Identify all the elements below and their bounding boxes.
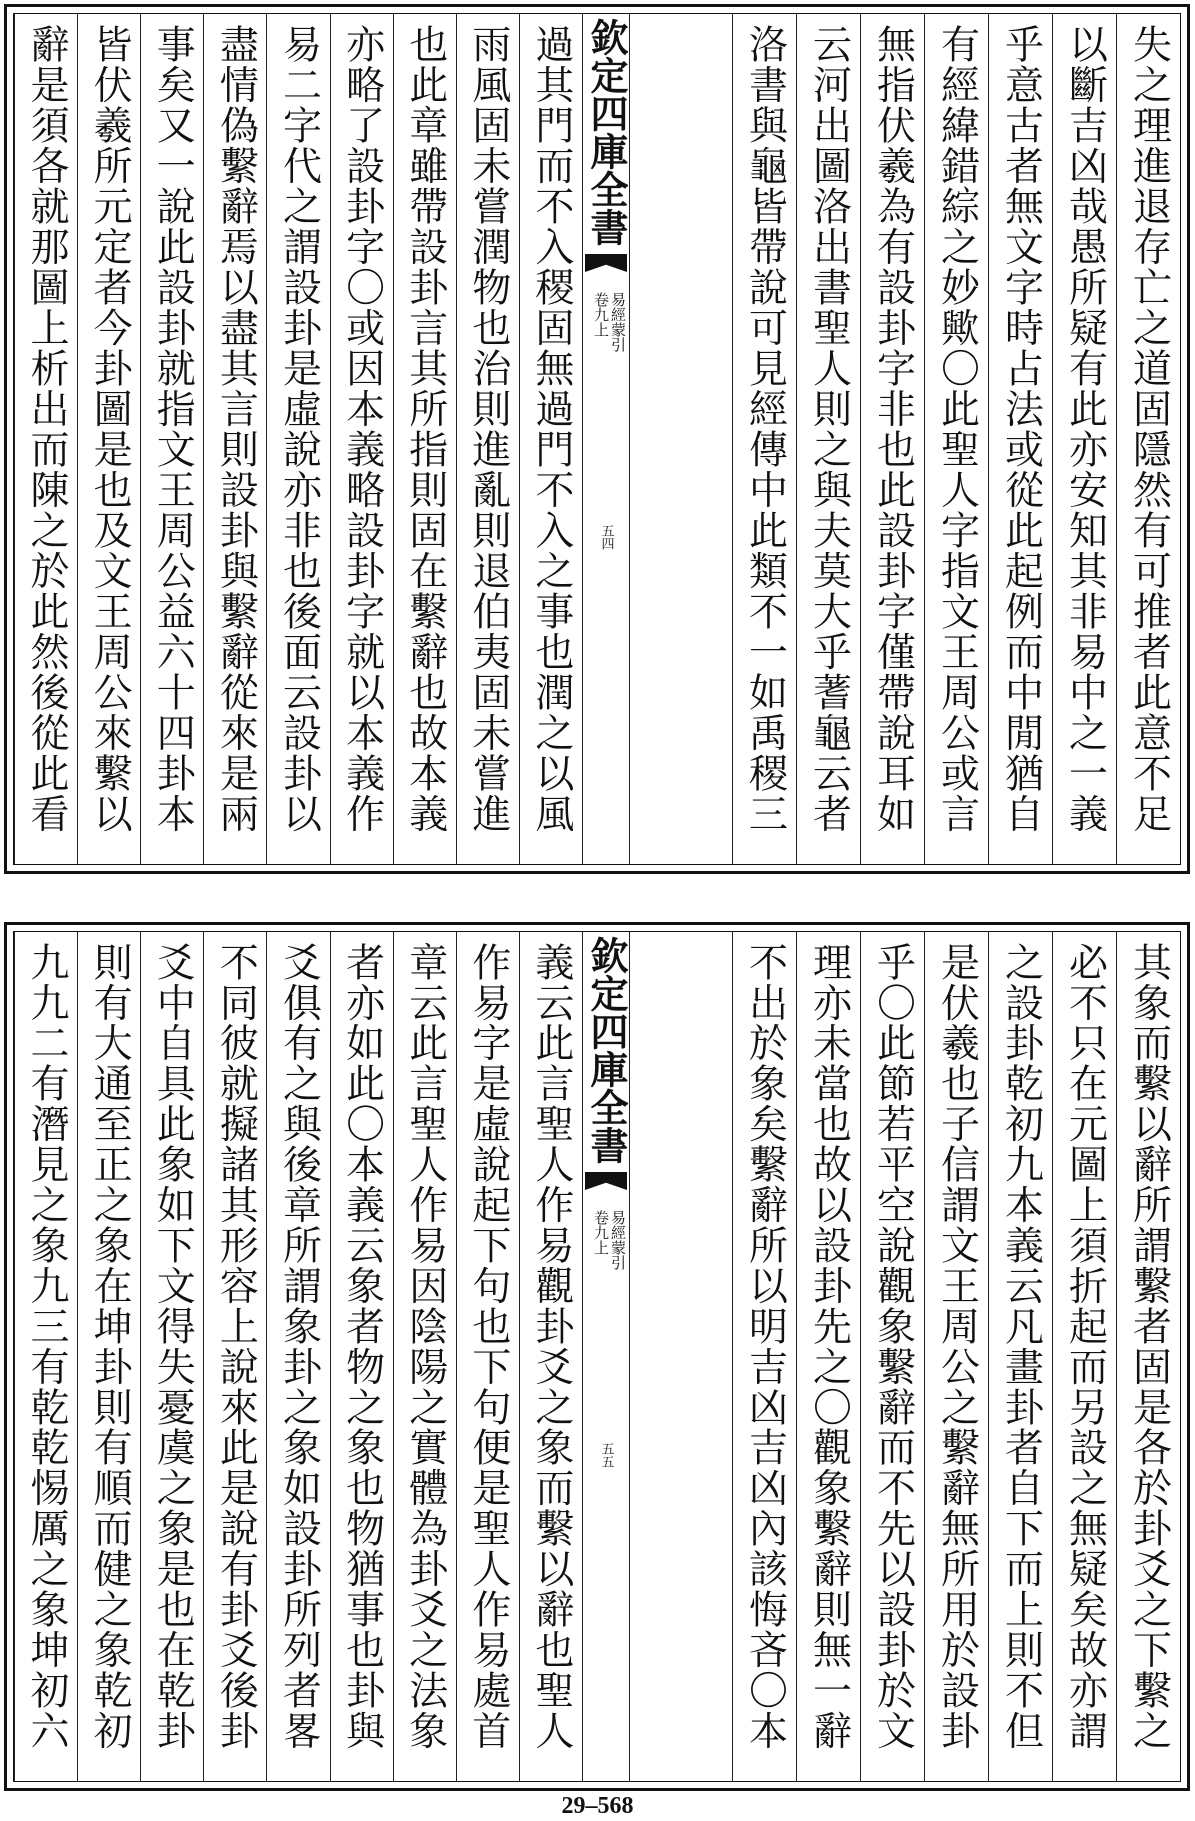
center-book-title: 易經蒙引: [609, 292, 627, 352]
column-text: 理亦未當也故以設卦先之〇觀象繫辭則無一辭: [806, 942, 852, 1751]
column-text: 者亦如此〇本義云象者物之象也物猶事也卦與: [339, 942, 385, 1751]
text-column: [140, 932, 203, 1781]
column-text: 其象而繫以辭所謂繫者固是各於卦爻之下繫之: [1126, 942, 1172, 1751]
center-title: 欽定四庫全書: [584, 18, 629, 246]
column-text: 則有大通至正之象在坤卦則有順而健之象乾初: [87, 942, 133, 1751]
text-column: [203, 932, 266, 1781]
fishtail-mark-icon: [585, 254, 627, 272]
column-text: 作易字是虛說起下句也下句便是聖人作易處首: [465, 942, 511, 1751]
column-text: 之設卦乾初九本義云凡畫卦者自下而上則不但: [998, 942, 1044, 1751]
text-column: [393, 932, 456, 1781]
column-text: 義云此言聖人作易觀卦爻之象而繫以辭也聖人: [528, 942, 574, 1751]
text-column: [1052, 14, 1116, 864]
text-column: [519, 14, 582, 864]
column-text: 不出於象矣繫辭所以明吉凶吉凶內該悔吝〇本: [742, 942, 788, 1751]
text-column: [924, 932, 988, 1781]
column-text: 是伏羲也子信謂文王周公之繫辭無所用於設卦: [934, 942, 980, 1751]
text-column: [796, 932, 860, 1781]
top-page-center-strip: [582, 14, 630, 864]
bottom-page-frame: [13, 931, 1181, 1782]
column-text: 乎〇此節若平空說觀象繫辭而不先以設卦於文: [870, 942, 916, 1751]
column-text: 不同彼就擬諸其形容上說來此是說有卦爻後卦: [213, 942, 259, 1751]
column-text: 爻俱有之與後章所謂象卦之象如設卦所列者畧: [276, 942, 322, 1751]
text-column: [860, 932, 924, 1781]
top-page: [4, 4, 1190, 874]
text-column: [77, 14, 140, 864]
column-text: 失之理進退存亡之道固隱然有可推者此意不足: [1126, 24, 1172, 834]
column-text: 章云此言聖人作易因陰陽之實體為卦爻之法象: [402, 942, 448, 1751]
column-text: 乎意古者無文字時占法或從此起例而中閒猶自: [998, 24, 1044, 834]
text-column: [203, 14, 266, 864]
text-column: [860, 14, 924, 864]
text-column: [14, 14, 77, 864]
text-column: [924, 14, 988, 864]
text-column: [456, 932, 519, 1781]
text-column: [1116, 932, 1180, 1781]
column-text: 也此章雖帶設卦言其所指則固在繫辭也故本義: [402, 24, 448, 834]
column-text: 雨風固未嘗潤物也治則進亂則退伯夷固未嘗進: [465, 24, 511, 834]
text-column: [330, 14, 393, 864]
text-column: [732, 932, 796, 1781]
bottom-page-center-strip: [582, 932, 630, 1781]
text-column: [330, 932, 393, 1781]
text-column: [796, 14, 860, 864]
column-text: 爻中自具此象如下文得失憂虞之象是也在乾卦: [150, 942, 196, 1751]
column-text: 亦略了設卦字〇或因本義略設卦字就以本義作: [339, 24, 385, 834]
fishtail-mark-icon: [585, 1172, 627, 1190]
column-text: 盡情偽繫辭焉以盡其言則設卦與繫辭從來是兩: [213, 24, 259, 834]
text-column: [456, 14, 519, 864]
column-text: 過其門而不入稷固無過門不入之事也潤之以風: [528, 24, 574, 834]
column-text: 洛書與龜皆帶說可見經傳中此類不一如禹稷三: [742, 24, 788, 834]
column-text: 云河出圖洛出書聖人則之與夫莫大乎蓍龜云者: [806, 24, 852, 834]
text-column: [14, 932, 77, 1781]
column-text: 九九二有潛見之象九三有乾乾惕厲之象坤初六: [24, 942, 70, 1751]
center-page-number: 五五: [598, 1442, 614, 1468]
bottom-page: [4, 922, 1190, 1791]
center-page-number: 五四: [598, 524, 614, 550]
center-volume: 卷九上: [592, 1210, 610, 1255]
text-column: [1116, 14, 1180, 864]
column-text: 必不只在元圖上須折起而另設之無疑矣故亦謂: [1062, 942, 1108, 1751]
column-text: 皆伏羲所元定者今卦圖是也及文王周公來繫以: [87, 24, 133, 834]
center-volume: 卷九上: [592, 292, 610, 337]
text-column: [988, 932, 1052, 1781]
text-column: [266, 932, 329, 1781]
page-footer-number: 29–568: [561, 1793, 634, 1819]
column-text: 辭是須各就那圖上析出而陳之於此然後從此看: [24, 24, 70, 834]
center-book-title: 易經蒙引: [609, 1210, 627, 1270]
text-column: [1052, 932, 1116, 1781]
column-text: 以斷吉凶哉愚所疑有此亦安知其非易中之一義: [1062, 24, 1108, 834]
column-text: 有經緯錯綜之妙歟〇此聖人字指文王周公或言: [934, 24, 980, 834]
text-column: [393, 14, 456, 864]
text-column: [266, 14, 329, 864]
column-text: 易二字代之謂設卦是虛說亦非也後面云設卦以: [276, 24, 322, 834]
text-column: [988, 14, 1052, 864]
center-title: 欽定四庫全書: [584, 936, 629, 1164]
text-column: [732, 14, 796, 864]
text-column: [77, 932, 140, 1781]
text-column: [519, 932, 582, 1781]
column-text: 事矣又一說此設卦就指文王周公益六十四卦本: [150, 24, 196, 834]
column-text: 無指伏羲為有設卦字非也此設卦字僅帶說耳如: [870, 24, 916, 834]
top-page-frame: [13, 13, 1181, 865]
text-column: [140, 14, 203, 864]
